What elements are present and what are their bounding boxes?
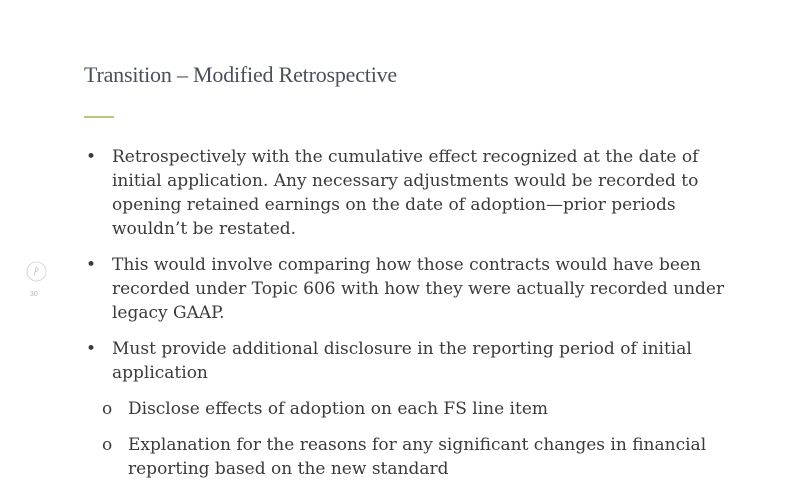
sub-bullet-marker: o bbox=[102, 435, 113, 455]
bullet-marker: • bbox=[86, 147, 97, 167]
sub-bullet-text: Disclose effects of adoption on each FS line item bbox=[128, 399, 549, 419]
title-accent-rule bbox=[84, 116, 114, 118]
page-number: 30 bbox=[30, 291, 38, 298]
bullet-item bbox=[86, 337, 751, 481]
bullet-item bbox=[86, 253, 751, 325]
sub-bullet-text: Explanation for the reasons for any significant changes in financial reporting based on the new standard bbox=[128, 435, 707, 479]
sub-bullet-item bbox=[102, 397, 751, 421]
bullet-marker: • bbox=[86, 339, 97, 359]
bullet-list bbox=[86, 145, 751, 493]
sub-bullet-item bbox=[102, 433, 751, 481]
bullet-marker: • bbox=[86, 255, 97, 275]
slide-title: Transition – Modified Retrospective bbox=[84, 62, 397, 87]
bullet-text: Retrospectively with the cumulative effect recognized at the date of initial application. Any necessary adjustments would be recorded to opening retained earnings on the date of adoption—prior periods wouldn’t be restated. bbox=[112, 147, 699, 239]
sub-bullet-marker: o bbox=[102, 399, 113, 419]
bullet-text: Must provide additional disclosure in the reporting period of initial application bbox=[112, 339, 692, 383]
circle-monogram-logo-icon bbox=[26, 261, 47, 282]
bullet-item bbox=[86, 145, 751, 241]
bullet-text: This would involve comparing how those contracts would have been recorded under Topic 606 with how they were actually recorded under legacy GAAP. bbox=[112, 255, 725, 323]
sub-bullet-list bbox=[102, 397, 751, 481]
